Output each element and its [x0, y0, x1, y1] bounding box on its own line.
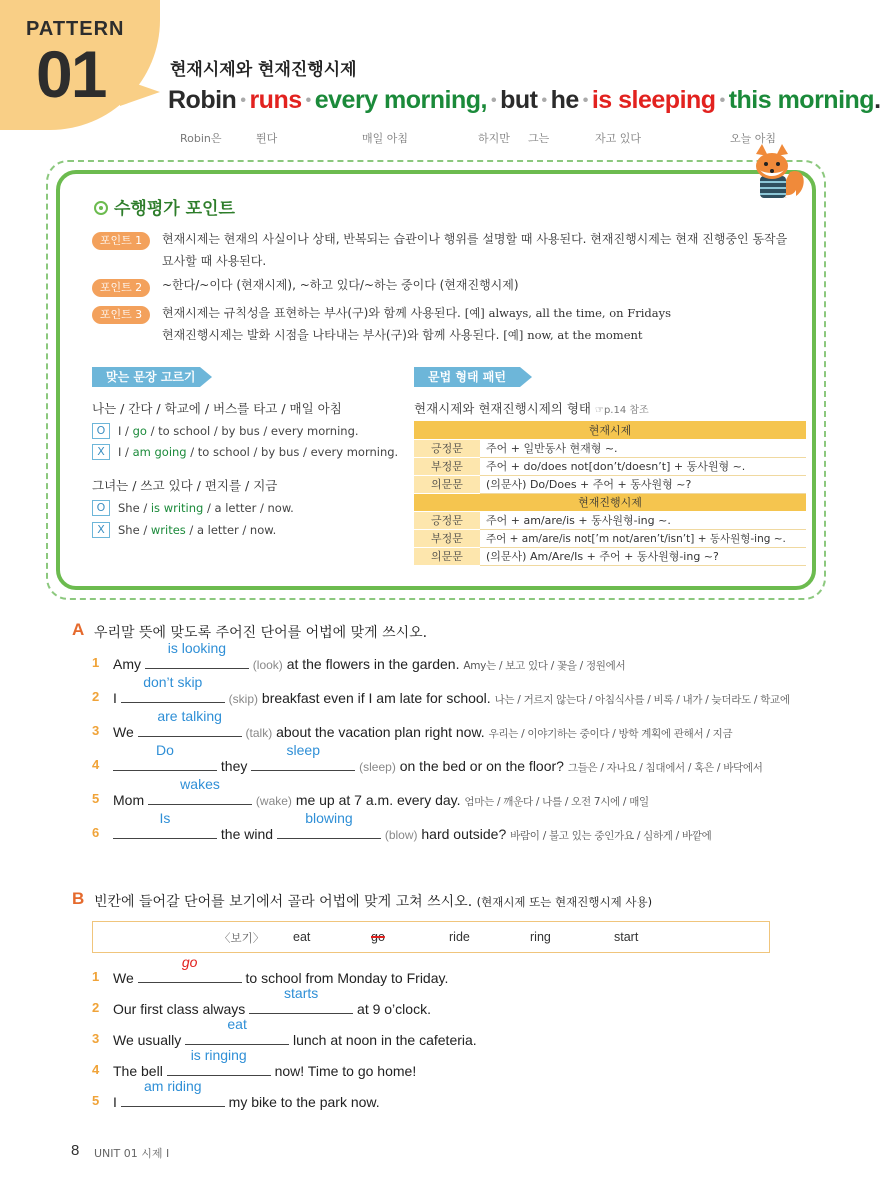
gloss-text: 뛴다	[256, 132, 278, 145]
point-badge: 포인트 3	[92, 306, 150, 324]
model-word: runs	[249, 86, 302, 114]
word-bank-label: 〈보기〉	[219, 931, 265, 945]
question-line: We are talking (talk) about the vacation plan right now. 우리는 / 이야기하는 중이다 / 방학 계획에 관해서 / 지금	[113, 708, 733, 740]
table-row: 부정문 주어 + am/are/is not[’m not/aren’t/isn’t] + 동사원형-ing ~.	[414, 529, 806, 547]
sentence-group-head: 나는 / 간다 / 학교에 / 버스를 타고 / 매일 아침	[92, 401, 342, 416]
question-line: We usually eat lunch at noon in the cafeteria.	[113, 1016, 477, 1048]
word-bank-word: ride	[449, 930, 470, 944]
answer-blank[interactable]: don’t skip	[121, 687, 225, 703]
section-b-letter: B	[72, 889, 85, 908]
point-text: 현재시제는 규칙성을 표현하는 부사(구)와 함께 사용된다. [예] always, all the time, on Fridays 현재진행시제는 발화 시점을 나타내는 부사(구)와 함께 사용된다. [예] now, at the moment	[162, 306, 672, 342]
table-row: 의문문 (의문사) Do/Does + 주어 + 동사원형 ~?	[414, 475, 806, 493]
word-bank-word: go	[371, 930, 385, 944]
gloss-text: 매일 아침	[362, 132, 409, 145]
model-sentence: Robin • runs • every morning, • but • he • is sleeping • this morning.	[168, 86, 881, 114]
question-number: 5	[92, 791, 100, 806]
model-word: Robin	[168, 86, 237, 114]
question-line: We go to school from Monday to Friday.	[113, 954, 449, 986]
question-line: Is the wind blowing (blow) hard outside? 바람이 / 불고 있는 중인가요 / 심하게 / 바깥에	[113, 823, 711, 843]
model-word: every morning,	[314, 86, 487, 114]
table-row: 긍정문 주어 + 일반동사 현재형 ~.	[414, 439, 806, 457]
table-row: 의문문 (의문사) Am/Are/Is + 주어 + 동사원형-ing ~?	[414, 547, 806, 565]
answer-blank[interactable]: starts	[249, 998, 353, 1014]
answer-blank[interactable]: am riding	[121, 1091, 225, 1107]
model-word: but	[500, 86, 538, 114]
ox-mark: X	[92, 444, 110, 460]
answer-blank[interactable]: is ringing	[167, 1060, 271, 1076]
question-number: 1	[92, 969, 100, 984]
question-number: 5	[92, 1093, 100, 1108]
pattern-badge-tail	[120, 78, 160, 106]
question-number: 4	[92, 1062, 100, 1077]
points-heading: 수행평가 포인트	[94, 194, 235, 219]
pattern-number: 01	[36, 37, 106, 111]
pattern-label: PATTERN	[26, 18, 125, 40]
fox-mascot-icon	[746, 142, 808, 206]
page-number: 8	[71, 1142, 80, 1159]
answer-blank[interactable]: Do	[113, 755, 217, 771]
table-section-head: 현재진행시제	[414, 493, 806, 511]
word-bank-word: ring	[530, 930, 551, 944]
answer-blank[interactable]: wakes	[148, 789, 252, 805]
target-icon	[94, 201, 108, 215]
section-a-letter: A	[72, 620, 85, 639]
answer-blank[interactable]: eat	[185, 1029, 289, 1045]
question-number: 2	[92, 1000, 100, 1015]
point-text: 현재시제는 현재의 사실이나 상태, 반복되는 습관이나 행위를 설명할 때 사용된다. 현재진행시제는 현재 진행중인 동작을 묘사할 때 사용된다.	[162, 232, 788, 268]
ox-sentence: I / am going / to school / by bus / every morning.	[118, 445, 399, 459]
answer-blank[interactable]: blowing	[277, 823, 381, 839]
model-word: this morning	[728, 86, 875, 114]
table-row: 긍정문 주어 + am/are/is + 동사원형-ing ~.	[414, 511, 806, 529]
page-title: 현재시제와 현재진행시제	[170, 60, 357, 80]
answer-blank[interactable]: are talking	[138, 721, 242, 737]
gloss-text: 오늘 아침	[730, 132, 777, 145]
point-badge: 포인트 1	[92, 232, 150, 250]
question-number: 3	[92, 1031, 100, 1046]
point-badge: 포인트 2	[92, 279, 150, 297]
question-line: The bell is ringing now! Time to go home!	[113, 1047, 417, 1079]
ox-mark: O	[92, 423, 110, 439]
gloss-text: Robin은	[180, 132, 222, 145]
table-row: 부정문 주어 + do/does not[don’t/doesn’t] + 동사원형 ~.	[414, 457, 806, 475]
question-line: I don’t skip (skip) breakfast even if I am late for school. 나는 / 거르지 않는다 / 아침식사를 / 비록 / 내가 / 늦더라도 / 학교에	[113, 674, 790, 706]
gloss-text: 하지만	[478, 132, 510, 145]
question-line: I am riding my bike to the park now.	[113, 1078, 380, 1110]
question-number: 2	[92, 689, 100, 704]
sentence-group-head: 그녀는 / 쓰고 있다 / 편지를 / 지금	[92, 478, 278, 493]
model-word: .	[874, 86, 881, 114]
answer-blank[interactable]: sleep	[251, 755, 355, 771]
question-line: Do they sleep (sleep) on the bed or on the floor? 그들은 / 자나요 / 침대에서 / 혹은 / 바닥에서	[113, 755, 763, 775]
gloss-text: 그는	[528, 132, 550, 145]
ox-sentence: She / writes / a letter / now.	[118, 523, 277, 537]
ox-mark: O	[92, 500, 110, 516]
model-word: is sleeping	[591, 86, 716, 114]
answer-blank[interactable]: Is	[113, 823, 217, 839]
question-line: Our first class always starts at 9 o’clock.	[113, 985, 431, 1017]
table-section-head: 현재시제	[414, 421, 806, 439]
ox-sentence: I / go / to school / by bus / every morning.	[118, 424, 359, 438]
point-text: ~한다/~이다 (현재시제), ~하고 있다/~하는 중이다 (현재진행시제)	[162, 278, 519, 292]
grammar-table	[414, 421, 806, 566]
word-bank-word: eat	[293, 930, 311, 944]
word-bank-box	[92, 921, 770, 953]
ox-sentence: She / is writing / a letter / now.	[118, 501, 294, 515]
answer-blank[interactable]: go	[138, 967, 242, 983]
model-word: he	[550, 86, 579, 114]
ribbon-correct-sentence: 맞는 문장 고르기	[92, 367, 200, 387]
question-number: 1	[92, 655, 100, 670]
ox-mark: X	[92, 522, 110, 538]
word-bank-word: start	[614, 930, 639, 944]
unit-label: UNIT 01 시제 I	[94, 1147, 170, 1160]
answer-blank[interactable]: is looking	[145, 653, 249, 669]
question-line: Amy is looking (look) at the flowers in the garden. Amy는 / 보고 있다 / 꽃을 / 정원에서	[113, 640, 626, 672]
section-b-title: 빈칸에 들어갈 단어를 보기에서 골라 어법에 맞게 고쳐 쓰시오. (현재시제 또는 현재진행시제 사용)	[94, 894, 653, 910]
question-line: Mom wakes (wake) me up at 7 a.m. every day. 엄마는 / 깨운다 / 나를 / 오전 7시에 / 매일	[113, 776, 649, 808]
question-number: 3	[92, 723, 100, 738]
section-a-title: 우리말 뜻에 맞도록 주어진 단어를 어법에 맞게 쓰시오.	[94, 625, 428, 641]
question-number: 6	[92, 825, 100, 840]
grammar-subhead: 현재시제와 현재진행시제의 형태 ☞p.14 참조	[414, 401, 649, 416]
gloss-text: 자고 있다	[595, 132, 642, 145]
ribbon-grammar-pattern: 문법 형태 패턴	[414, 367, 520, 387]
question-number: 4	[92, 757, 100, 772]
